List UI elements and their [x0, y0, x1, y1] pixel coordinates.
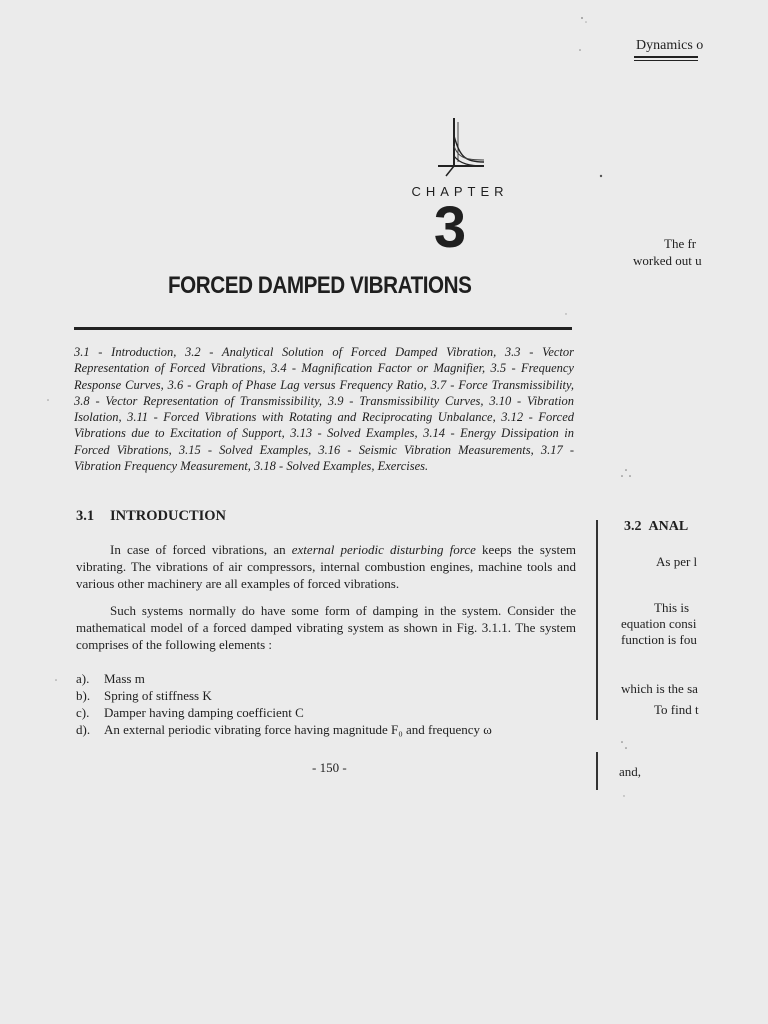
list-item-text: An external periodic vibrating force having magnitude F₀ and frequency ω — [104, 722, 492, 737]
right-section-heading — [624, 519, 688, 535]
right-text-line: which is the sa — [621, 681, 698, 696]
list-item-label: a). — [76, 671, 90, 686]
right-section-number: 3.2 — [624, 519, 642, 534]
title-rule — [74, 327, 572, 330]
chapter-label: CHAPTER — [411, 184, 509, 199]
right-text-line: As per l — [656, 554, 698, 569]
right-text-line: function is fou — [621, 632, 697, 647]
list-item-text: Spring of stiffness K — [104, 688, 212, 703]
section-number: 3.1 — [76, 508, 95, 524]
right-text-line: worked out u — [633, 253, 702, 268]
section-title: INTRODUCTION — [110, 508, 227, 524]
chapter-contents: 3.1 - Introduction, 3.2 - Analytical Solution of Forced Damped Vibration, 3.3 - Vector Representation of Forced Vibrations, 3.4 - Magnification Factor or Magnifier, 3.5 - Frequency Response Curves, 3.6 - Graph of Phase Lag versus Frequency Ratio, 3.7 - Force Transmissibility, 3.8 - Vector Representation of Transmissibility, 3.9 - Transmissibility Curves, 3.10 - Vibration Isolation, 3.11 - Forced Vibrations with Rotating and Reciprocating Unbalance, 3.12 - Forced Vibrations due to Excitation of Support, 3.13 - Solved Examples, 3.14 - Energy Dissipation in Forced Vibrations, 3.15 - Solved Examples, 3.16 - Seismic Vibration Measurements, 3.17 - Vibration Frequency Measurement, 3.18 - Solved Examples, Exercises. — [74, 345, 574, 474]
right-text-line: To find t — [654, 702, 699, 717]
chapter-number: 3 — [433, 195, 467, 260]
list-item — [76, 687, 492, 704]
column-edge-line — [596, 520, 598, 720]
chapter-title: FORCED DAMPED VIBRATIONS — [168, 272, 472, 299]
page-number: - 150 - — [312, 760, 347, 775]
list-item — [76, 670, 492, 687]
para1-text-end: keeps the system vibrating. The vibrations of air compressors, internal combustion engines, machine tools and various other machinery are all examples of forced vibrations. — [76, 542, 576, 591]
column-edge-line-lower — [596, 752, 598, 790]
right-section-title: ANAL — [648, 519, 689, 534]
running-header: Dynamics o — [636, 38, 704, 53]
chapter-logo-icon — [434, 116, 486, 178]
intro-paragraph-2 — [76, 602, 576, 653]
intro-paragraph-1 — [76, 541, 576, 592]
section-heading — [76, 508, 226, 525]
list-item — [76, 721, 492, 738]
list-item-label: b). — [76, 688, 91, 703]
para1-emphasis: external periodic disturbing force — [291, 542, 476, 557]
list-item — [76, 704, 492, 721]
right-text-line: This is — [654, 600, 690, 615]
para1-text-start: In case of forced vibrations, an — [110, 542, 292, 557]
para2-text: Such systems normally do have some form of damping in the system. Consider the mathematical model of a forced damped vibrating system as shown in Fig. 3.1.1. The system comprises of the following elements : — [76, 603, 576, 652]
right-text-line: and, — [619, 764, 642, 779]
header-rule — [634, 56, 698, 58]
right-text-line: The fr — [664, 236, 697, 251]
list-item-label: c). — [76, 705, 90, 720]
list-item-text: Mass m — [104, 671, 145, 686]
elements-list — [76, 670, 492, 738]
header-rule-thin — [634, 60, 698, 61]
list-item-text: Damper having damping coefficient C — [104, 705, 304, 720]
right-text-line: equation consi — [621, 616, 697, 631]
list-item-label: d). — [76, 722, 91, 737]
